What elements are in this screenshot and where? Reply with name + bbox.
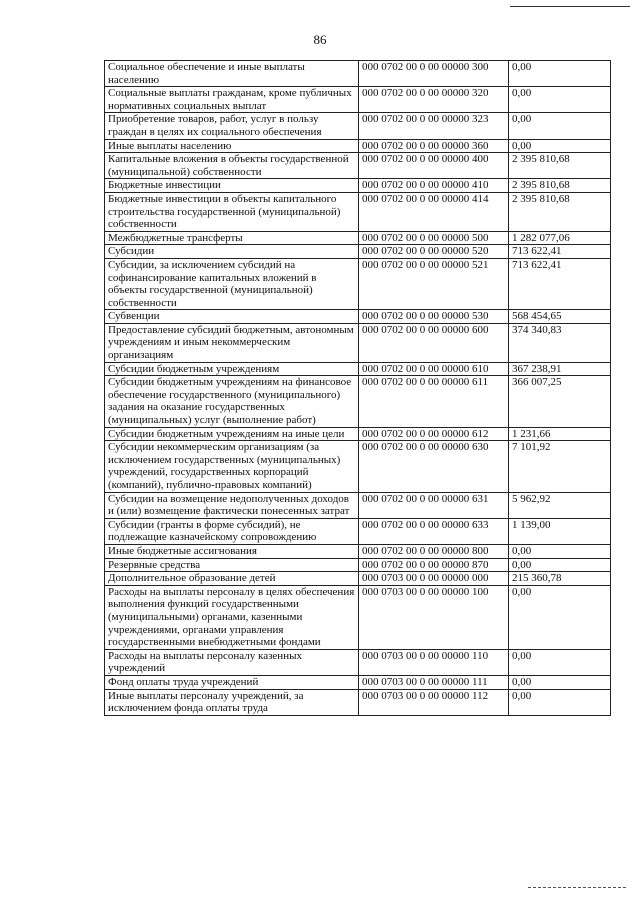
row-amount: 0,00 [509,558,611,572]
row-amount: 0,00 [509,139,611,153]
row-name: Субсидии бюджетным учреждениям на иные цели [105,427,359,441]
table-row [105,572,611,586]
row-code: 000 0703 00 0 00 00000 000 [359,572,509,586]
row-amount: 7 101,92 [509,441,611,492]
budget-table-body [105,61,611,716]
row-amount: 0,00 [509,649,611,675]
row-name: Субсидии некоммерческим организациям (за исключением государственных (муниципальных) учреждений, государственных корпораций (компаний), публично-правовых компаний) [105,441,359,492]
row-name: Расходы на выплаты персоналу казенных учреждений [105,649,359,675]
row-amount: 1 139,00 [509,518,611,544]
row-name: Субсидии на возмещение недополученных доходов и (или) возмещение фактически понесенных затрат [105,492,359,518]
row-amount: 366 007,25 [509,376,611,427]
table-row [105,87,611,113]
row-amount: 2 395 810,68 [509,153,611,179]
row-code: 000 0702 00 0 00 00000 600 [359,323,509,362]
table-row [105,179,611,193]
row-code: 000 0702 00 0 00 00000 300 [359,61,509,87]
table-row [105,441,611,492]
row-amount: 0,00 [509,113,611,139]
row-name: Субсидии бюджетным учреждениям [105,362,359,376]
table-row [105,362,611,376]
row-code: 000 0702 00 0 00 00000 520 [359,245,509,259]
row-amount: 1 282 077,06 [509,231,611,245]
row-name: Социальные выплаты гражданам, кроме публичных нормативных социальных выплат [105,87,359,113]
row-amount: 2 395 810,68 [509,179,611,193]
row-code: 000 0702 00 0 00 00000 414 [359,192,509,231]
row-amount: 0,00 [509,675,611,689]
table-row [105,689,611,715]
row-amount: 367 238,91 [509,362,611,376]
table-row [105,544,611,558]
row-code: 000 0702 00 0 00 00000 630 [359,441,509,492]
row-amount: 374 340,83 [509,323,611,362]
row-code: 000 0702 00 0 00 00000 410 [359,179,509,193]
row-code: 000 0702 00 0 00 00000 870 [359,558,509,572]
table-row [105,192,611,231]
row-name: Фонд оплаты труда учреждений [105,675,359,689]
row-name: Бюджетные инвестиции [105,179,359,193]
row-name: Приобретение товаров, работ, услуг в пользу граждан в целях их социального обеспечения [105,113,359,139]
table-row [105,518,611,544]
table-row [105,139,611,153]
row-amount: 1 231,66 [509,427,611,441]
row-code: 000 0702 00 0 00 00000 631 [359,492,509,518]
row-name: Резервные средства [105,558,359,572]
corner-rule [510,6,630,7]
row-amount: 713 622,41 [509,245,611,259]
row-name: Социальное обеспечение и иные выплаты населению [105,61,359,87]
table-row [105,258,611,309]
table-row [105,153,611,179]
row-code: 000 0702 00 0 00 00000 612 [359,427,509,441]
row-name: Расходы на выплаты персоналу в целях обеспечения выполнения функций государственными (муниципальными) органами, казенными учреждениями, органами управления государственными внебюджетными фондами [105,585,359,649]
table-row [105,245,611,259]
row-code: 000 0702 00 0 00 00000 500 [359,231,509,245]
footer-dashed-rule [528,887,626,888]
row-amount: 568 454,65 [509,310,611,324]
row-code: 000 0702 00 0 00 00000 530 [359,310,509,324]
row-code: 000 0703 00 0 00 00000 112 [359,689,509,715]
row-name: Иные выплаты персоналу учреждений, за исключением фонда оплаты труда [105,689,359,715]
row-amount: 0,00 [509,61,611,87]
row-name: Капитальные вложения в объекты государственной (муниципальной) собственности [105,153,359,179]
row-amount: 0,00 [509,544,611,558]
table-row [105,231,611,245]
row-code: 000 0702 00 0 00 00000 320 [359,87,509,113]
row-code: 000 0703 00 0 00 00000 111 [359,675,509,689]
table-row [105,675,611,689]
row-name: Субсидии (гранты в форме субсидий), не подлежащие казначейскому сопровождению [105,518,359,544]
row-name: Бюджетные инвестиции в объекты капитального строительства государственной (муниципальной) собственности [105,192,359,231]
row-name: Дополнительное образование детей [105,572,359,586]
row-amount: 0,00 [509,87,611,113]
page-number: 86 [313,32,327,47]
table-row [105,323,611,362]
row-code: 000 0703 00 0 00 00000 100 [359,585,509,649]
row-code: 000 0702 00 0 00 00000 633 [359,518,509,544]
row-code: 000 0702 00 0 00 00000 611 [359,376,509,427]
row-name: Иные выплаты населению [105,139,359,153]
row-amount: 5 962,92 [509,492,611,518]
table-row [105,376,611,427]
row-code: 000 0702 00 0 00 00000 323 [359,113,509,139]
budget-table [104,60,611,716]
row-amount: 2 395 810,68 [509,192,611,231]
row-amount: 713 622,41 [509,258,611,309]
row-name: Иные бюджетные ассигнования [105,544,359,558]
table-row [105,649,611,675]
row-code: 000 0703 00 0 00 00000 110 [359,649,509,675]
row-amount: 215 360,78 [509,572,611,586]
row-name: Субсидии [105,245,359,259]
table-row [105,61,611,87]
table-row [105,113,611,139]
row-name: Субсидии бюджетным учреждениям на финансовое обеспечение государственного (муниципального) задания на оказание государственных (муниципальных) услуг (выполнение работ) [105,376,359,427]
table-row [105,585,611,649]
row-name: Межбюджетные трансферты [105,231,359,245]
row-amount: 0,00 [509,689,611,715]
row-amount: 0,00 [509,585,611,649]
table-row [105,310,611,324]
row-code: 000 0702 00 0 00 00000 521 [359,258,509,309]
row-code: 000 0702 00 0 00 00000 610 [359,362,509,376]
row-code: 000 0702 00 0 00 00000 360 [359,139,509,153]
table-row [105,427,611,441]
row-code: 000 0702 00 0 00 00000 800 [359,544,509,558]
row-name: Субвенции [105,310,359,324]
table-row [105,492,611,518]
row-name: Субсидии, за исключением субсидий на софинансирование капитальных вложений в объекты государственной (муниципальной) собственности [105,258,359,309]
table-row [105,558,611,572]
row-code: 000 0702 00 0 00 00000 400 [359,153,509,179]
row-name: Предоставление субсидий бюджетным, автономным учреждениям и иным некоммерческим организациям [105,323,359,362]
